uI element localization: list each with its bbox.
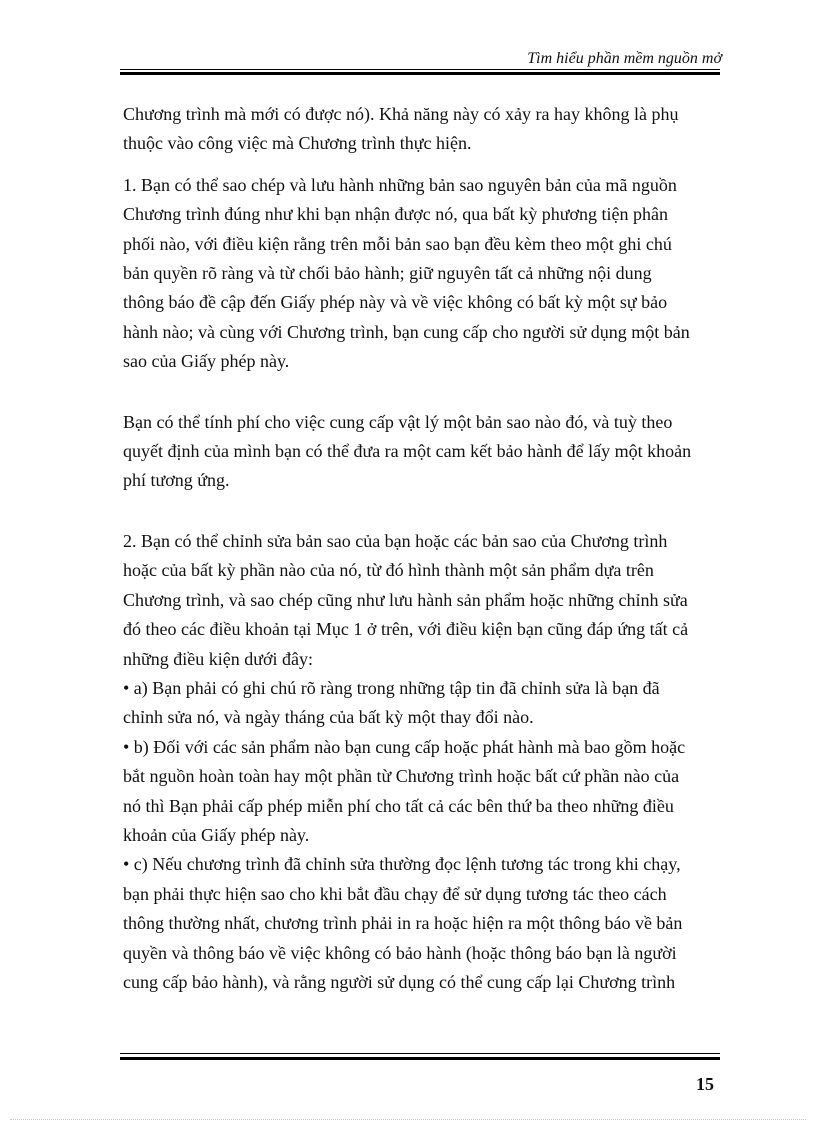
text-line: Chương trình đúng như khi bạn nhận được nó, qua bất kỳ phương tiện phân [123, 204, 669, 225]
text-line: phối nào, với điều kiện rằng trên mỗi bản sao bạn đều kèm theo một ghi chú [123, 233, 672, 254]
text-line: bạn phải thực hiện sao cho khi bắt đầu chạy để sử dụng tương tác theo cách [123, 883, 667, 904]
text-line: • a) Bạn phải có ghi chú rõ ràng trong những tập tin đã chỉnh sửa là bạn đã [123, 677, 660, 698]
text-line: phí tương ứng. [123, 470, 230, 491]
bullet-item-a [123, 674, 720, 733]
text-line: 1. Bạn có thể sao chép và lưu hành những bản sao nguyên bản của mã nguồn [123, 174, 677, 195]
page-edge-divider [10, 1119, 806, 1120]
text-line: bản quyền rõ ràng và từ chối bảo hành; giữ nguyên tất cả những nội dung [123, 263, 652, 284]
text-line: quyết định của mình bạn có thể đưa ra một cam kết bảo hành để lấy một khoản [123, 441, 692, 462]
running-header-title: Tìm hiểu phần mềm nguồn mở [527, 50, 722, 67]
text-line: Bạn có thể tính phí cho việc cung cấp vật lý một bản sao nào đó, và tuỳ theo [123, 411, 673, 432]
header-rule-thin [120, 69, 720, 70]
text-line: bắt nguồn hoàn toàn hay một phần từ Chương trình hoặc bất cứ phần nào của [123, 766, 680, 787]
page-body [123, 100, 720, 997]
text-line: Chương trình, và sao chép cũng như lưu hành sản phẩm hoặc những chỉnh sửa [123, 589, 688, 610]
text-line: 2. Bạn có thể chỉnh sửa bản sao của bạn hoặc các bản sao của Chương trình [123, 530, 668, 551]
bullet-item-c [123, 850, 720, 997]
paragraph-clause-2 [123, 527, 720, 674]
text-line: thông thường nhất, chương trình phải in ra hoặc hiện ra một thông báo về bản [123, 913, 683, 934]
text-line: hành nào; và cùng với Chương trình, bạn cung cấp cho người sử dụng một bản [123, 321, 690, 342]
footer-rule-thin [120, 1053, 720, 1054]
paragraph-clause-1 [123, 171, 720, 377]
page-number: 15 [696, 1074, 714, 1094]
text-line: Chương trình mà mới có được nó). Khả năng này có xảy ra hay không là phụ [123, 104, 679, 124]
text-line: sao của Giấy phép này. [123, 351, 290, 372]
text-line: quyền và thông báo về việc không có bảo hành (hoặc thông báo bạn là người [123, 942, 677, 963]
text-line: thuộc vào công việc mà Chương trình thực hiện. [123, 133, 472, 154]
text-line: hoặc của bất kỳ phần nào của nó, từ đó hình thành một sản phẩm dựa trên [123, 560, 654, 581]
text-line: thông báo đề cập đến Giấy phép này và về việc không có bất kỳ một sự bảo [123, 292, 668, 313]
text-line: cung cấp bảo hành), và rằng người sử dụng có thể cung cấp lại Chương trình [123, 971, 676, 992]
text-line: • b) Đối với các sản phẩm nào bạn cung cấp hoặc phát hành mà bao gồm hoặc [123, 736, 686, 757]
text-line: khoản của Giấy phép này. [123, 824, 310, 845]
text-line: chỉnh sửa nó, và ngày tháng của bất kỳ một thay đổi nào. [123, 707, 534, 728]
bullet-item-b [123, 733, 720, 851]
text-line: những điều kiện dưới đây: [123, 648, 314, 669]
paragraph-fee [123, 408, 720, 496]
text-line: đó theo các điều khoản tại Mục 1 ở trên, với điều kiện bạn cũng đáp ứng tất cả [123, 619, 689, 640]
footer-rule-thick [120, 1057, 720, 1060]
text-line: nó thì Bạn phải cấp phép miễn phí cho tất cả các bên thứ ba theo những điều [123, 795, 674, 816]
text-line: • c) Nếu chương trình đã chỉnh sửa thường đọc lệnh tương tác trong khi chạy, [123, 854, 681, 875]
header-rule-thick [120, 72, 720, 75]
paragraph-intro [123, 100, 720, 159]
